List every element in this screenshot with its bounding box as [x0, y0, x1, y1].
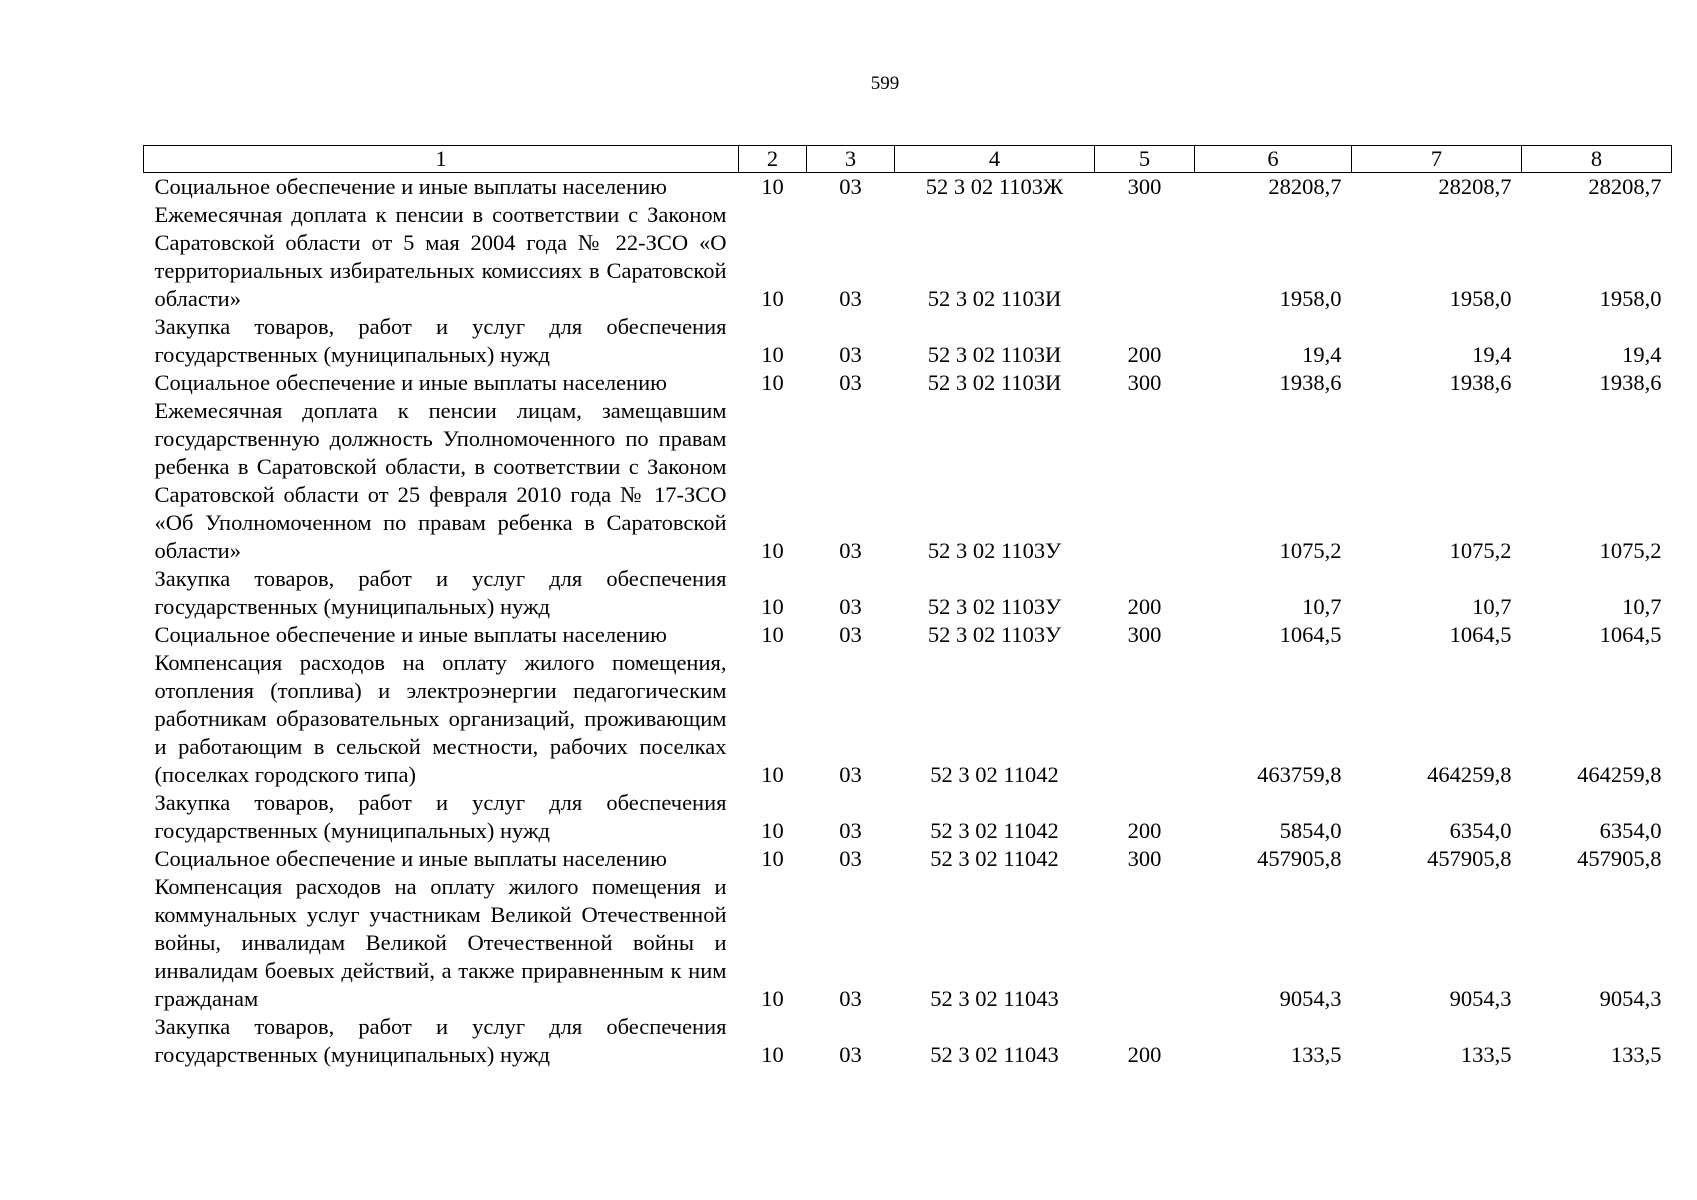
amount-column-7: 1938,6 — [1449, 370, 1512, 395]
subsection-code: 03 — [839, 1042, 862, 1067]
amount-column-7: 464259,8 — [1427, 762, 1512, 787]
page-number: 599 — [870, 73, 900, 94]
header-row — [144, 146, 1672, 173]
amount-column-8: 28208,7 — [1588, 174, 1662, 199]
table-header — [144, 146, 1672, 173]
expense-type-code — [1095, 873, 1195, 1013]
subsection-code: 03 — [839, 762, 862, 787]
subsection-code: 03 — [839, 594, 862, 619]
row-description: Компенсация расходов на оплату жилого помещения, отопления (топлива) и электроэнергии педагогическим работникам образовательных организаций, проживающим и работающим в сельской местности, рабочих поселках (поселках городского типа) — [154, 650, 727, 787]
amount-column-6: 1958,0 — [1279, 286, 1342, 311]
amount-column-8: 1075,2 — [1599, 538, 1662, 563]
amount-column-6: 5854,0 — [1279, 818, 1342, 843]
expense-type-code: 300 — [1127, 370, 1162, 395]
section-code: 10 — [761, 370, 784, 395]
expense-type-code — [1095, 649, 1195, 789]
amount-column-7: 19,4 — [1472, 342, 1512, 367]
column-header: 8 — [1522, 146, 1672, 173]
target-article-code: 52 3 02 1103И — [927, 370, 1062, 395]
table-row — [144, 369, 1672, 397]
amount-column-8: 1958,0 — [1599, 286, 1662, 311]
subsection-code: 03 — [839, 538, 862, 563]
row-description: Социальное обеспечение и иные выплаты населению — [154, 622, 667, 647]
amount-column-7: 10,7 — [1472, 594, 1512, 619]
table-body — [144, 173, 1672, 1070]
table-row — [144, 173, 1672, 202]
amount-column-6: 10,7 — [1302, 594, 1342, 619]
amount-column-6: 1938,6 — [1279, 370, 1342, 395]
section-code: 10 — [761, 174, 784, 199]
table-row — [144, 201, 1672, 313]
amount-column-7: 457905,8 — [1427, 846, 1512, 871]
section-code: 10 — [761, 986, 784, 1011]
budget-table — [143, 145, 1672, 1069]
column-header: 7 — [1352, 146, 1522, 173]
row-description: Ежемесячная доплата к пенсии в соответствии с Законом Саратовской области от 5 мая 2004 года № 22-ЗСО «О территориальных избирательных комиссиях в Саратовской области» — [154, 202, 727, 311]
amount-column-6: 457905,8 — [1257, 846, 1342, 871]
target-article-code: 52 3 02 11043 — [930, 1042, 1059, 1067]
amount-column-7: 1064,5 — [1449, 622, 1512, 647]
amount-column-8: 6354,0 — [1599, 818, 1662, 843]
target-article-code: 52 3 02 11042 — [930, 762, 1059, 787]
row-description: Закупка товаров, работ и услуг для обеспечения государственных (муниципальных) нужд — [154, 566, 727, 619]
column-header: 5 — [1095, 146, 1195, 173]
expense-type-code: 200 — [1127, 342, 1162, 367]
amount-column-8: 457905,8 — [1577, 846, 1662, 871]
table-row — [144, 565, 1672, 621]
section-code: 10 — [761, 622, 784, 647]
section-code: 10 — [761, 342, 784, 367]
expense-type-code: 200 — [1127, 818, 1162, 843]
amount-column-6: 1064,5 — [1279, 622, 1342, 647]
subsection-code: 03 — [839, 818, 862, 843]
expense-type-code — [1095, 397, 1195, 565]
subsection-code: 03 — [839, 986, 862, 1011]
amount-column-7: 1958,0 — [1449, 286, 1512, 311]
table-row — [144, 873, 1672, 1013]
expense-type-code: 200 — [1127, 1042, 1162, 1067]
column-header: 1 — [144, 146, 739, 173]
row-description: Ежемесячная доплата к пенсии лицам, замещавшим государственную должность Уполномоченного по правам ребенка в Саратовской области, в соответствии с Законом Саратовской области от 25 февраля 2010 года № 17-ЗСО «Об Уполномоченном по правам ребенка в Саратовской области» — [154, 398, 727, 563]
target-article-code: 52 3 02 1103У — [927, 622, 1062, 647]
target-article-code: 52 3 02 11042 — [930, 846, 1059, 871]
section-code: 10 — [761, 846, 784, 871]
expense-type-code: 300 — [1127, 846, 1162, 871]
amount-column-8: 1938,6 — [1599, 370, 1662, 395]
subsection-code: 03 — [839, 846, 862, 871]
amount-column-6: 9054,3 — [1279, 986, 1342, 1011]
target-article-code: 52 3 02 1103И — [927, 286, 1062, 311]
row-description: Компенсация расходов на оплату жилого помещения и коммунальных услуг участникам Великой Отечественной войны, инвалидам Великой Отечественной войны и инвалидам боевых действий, а также приравненным к ним гражданам — [154, 874, 727, 1011]
amount-column-8: 133,5 — [1610, 1042, 1662, 1067]
section-code: 10 — [761, 1042, 784, 1067]
row-description: Социальное обеспечение и иные выплаты населению — [154, 174, 667, 199]
subsection-code: 03 — [839, 342, 862, 367]
table-row — [144, 649, 1672, 789]
amount-column-8: 10,7 — [1622, 594, 1662, 619]
amount-column-7: 28208,7 — [1438, 174, 1512, 199]
subsection-code: 03 — [839, 286, 862, 311]
amount-column-6: 19,4 — [1302, 342, 1342, 367]
amount-column-8: 19,4 — [1622, 342, 1662, 367]
amount-column-6: 133,5 — [1290, 1042, 1342, 1067]
section-code: 10 — [761, 762, 784, 787]
amount-column-7: 9054,3 — [1449, 986, 1512, 1011]
expense-type-code — [1095, 201, 1195, 313]
subsection-code: 03 — [839, 370, 862, 395]
target-article-code: 52 3 02 1103Ж — [925, 174, 1064, 199]
section-code: 10 — [761, 286, 784, 311]
target-article-code: 52 3 02 1103У — [927, 594, 1062, 619]
expense-type-code: 300 — [1127, 174, 1162, 199]
table-row — [144, 1013, 1672, 1069]
section-code: 10 — [761, 818, 784, 843]
expense-type-code: 200 — [1127, 594, 1162, 619]
table-row — [144, 313, 1672, 369]
column-header: 6 — [1195, 146, 1352, 173]
table-row — [144, 789, 1672, 845]
amount-column-8: 1064,5 — [1599, 622, 1662, 647]
amount-column-7: 6354,0 — [1449, 818, 1512, 843]
amount-column-8: 9054,3 — [1599, 986, 1662, 1011]
target-article-code: 52 3 02 1103У — [927, 538, 1062, 563]
expense-type-code: 300 — [1127, 622, 1162, 647]
row-description: Закупка товаров, работ и услуг для обеспечения государственных (муниципальных) нужд — [154, 790, 727, 843]
table-row — [144, 397, 1672, 565]
subsection-code: 03 — [839, 174, 862, 199]
column-header: 3 — [807, 146, 895, 173]
table-row — [144, 845, 1672, 873]
row-description: Социальное обеспечение и иные выплаты населению — [154, 370, 667, 395]
amount-column-8: 464259,8 — [1577, 762, 1662, 787]
target-article-code: 52 3 02 1103И — [927, 342, 1062, 367]
section-code: 10 — [761, 594, 784, 619]
column-header: 4 — [895, 146, 1095, 173]
table-row — [144, 621, 1672, 649]
row-description: Социальное обеспечение и иные выплаты населению — [154, 846, 667, 871]
column-header: 2 — [739, 146, 807, 173]
subsection-code: 03 — [839, 622, 862, 647]
amount-column-7: 133,5 — [1460, 1042, 1512, 1067]
row-description: Закупка товаров, работ и услуг для обеспечения государственных (муниципальных) нужд — [154, 314, 727, 367]
amount-column-6: 463759,8 — [1257, 762, 1342, 787]
target-article-code: 52 3 02 11043 — [930, 986, 1059, 1011]
amount-column-7: 1075,2 — [1449, 538, 1512, 563]
section-code: 10 — [761, 538, 784, 563]
amount-column-6: 1075,2 — [1279, 538, 1342, 563]
amount-column-6: 28208,7 — [1268, 174, 1342, 199]
target-article-code: 52 3 02 11042 — [930, 818, 1059, 843]
row-description: Закупка товаров, работ и услуг для обеспечения государственных (муниципальных) нужд — [154, 1014, 727, 1067]
